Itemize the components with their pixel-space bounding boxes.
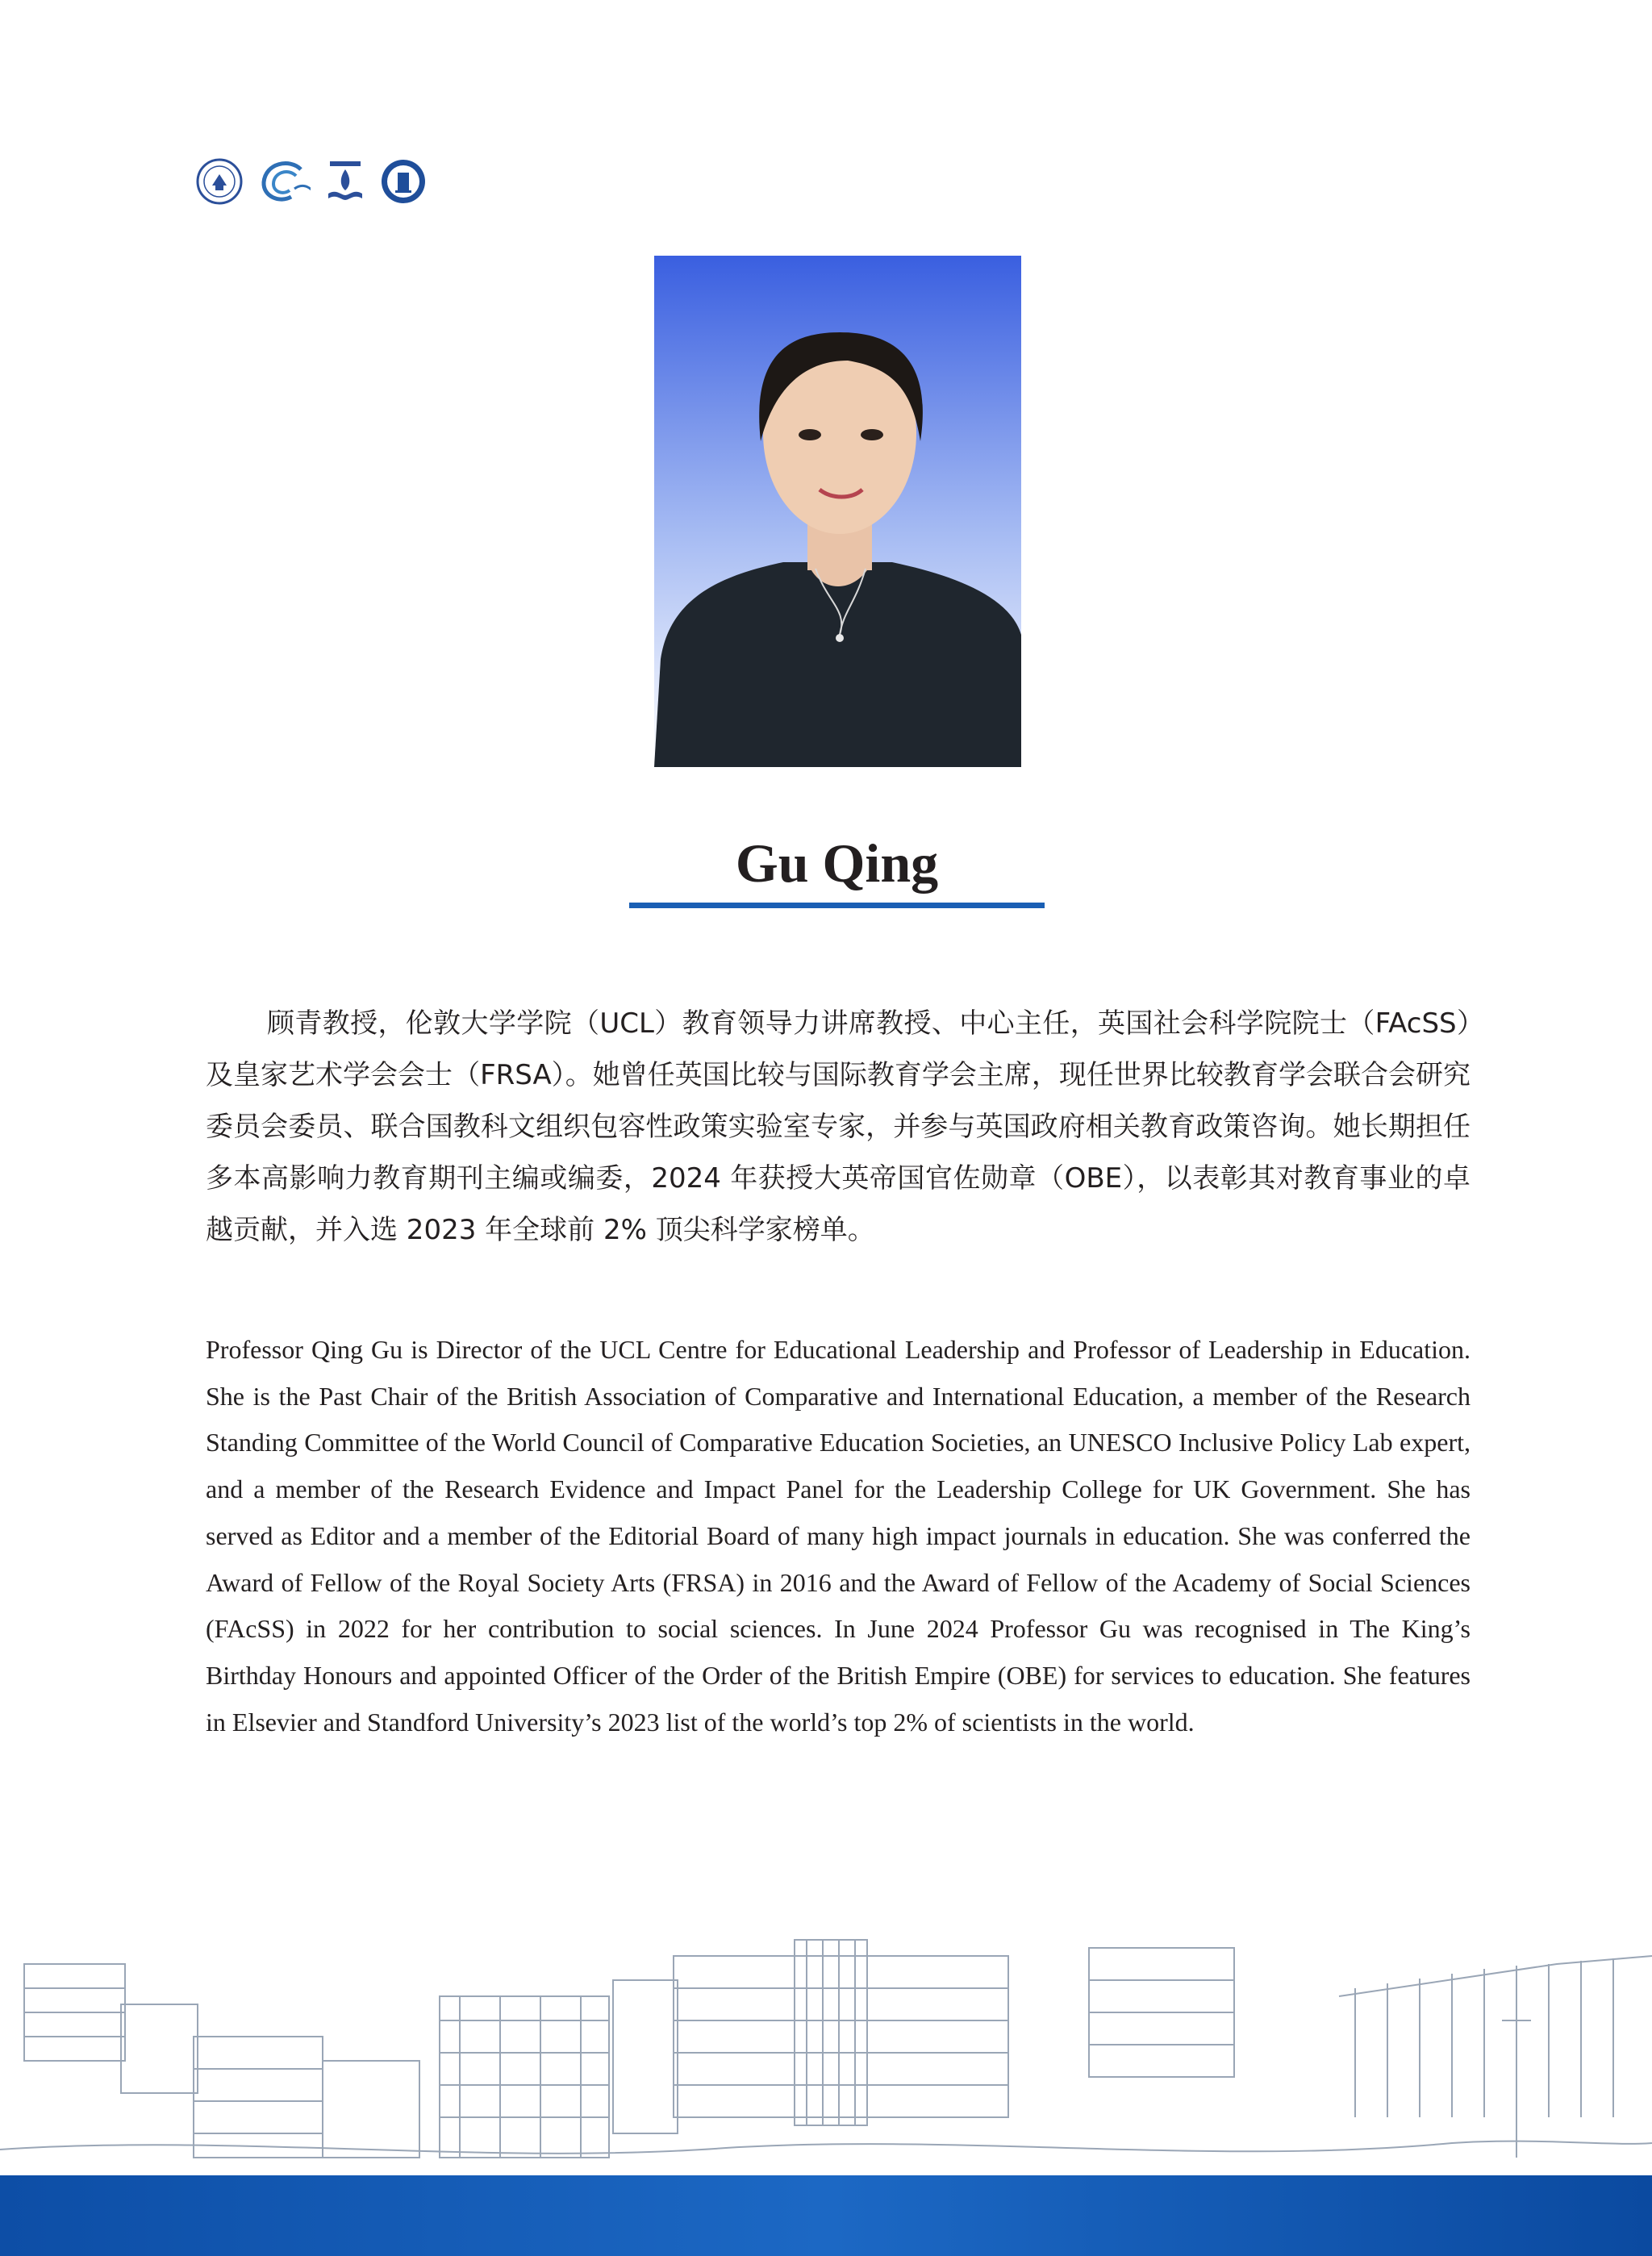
bio-english: Professor Qing Gu is Director of the UCL Centre for Educational Leadership and Professor of Leadership in Education. She is the Past Chair of the British Association of Comparative and International Education, a member of the Research Standing Committee of the World Council of Comparative Education Societies, an UNESCO Inclusive Policy Lab expert, and a member of the Research Evidence and Impact Panel for the Leadership College for UK Government. She has served as Editor and a member of the Editorial Board of many high impact journals in education. She was conferred the Award of Fellow of the Royal Society Arts (FRSA) in 2016 and the Award of Fellow of the Academy of Social Sciences (FAcSS) in 2022 for her contribution to social sciences. In June 2024 Professor Gu was recognised in The King’s Birthday Honours and appointed Officer of the Order of the British Empire (OBE) for services to education. She features in Elsevier and Standford University’s 2023 list of the world’s top 2% of scientists in the world. [206, 1335, 1471, 1737]
person-name: Gu Qing [735, 832, 939, 894]
university-seal-icon [196, 158, 243, 205]
wave-emblem-icon [254, 158, 311, 205]
partner-logos [196, 158, 427, 205]
campus-sketch-illustration [0, 1932, 1652, 2175]
portrait-photo [654, 256, 1021, 767]
bio-chinese: 顾青教授，伦敦大学学院（UCL）教育领导力讲席教授、中心主任，英国社会科学院院士（FAcSS）及皇家艺术学会会士（FRSA）。她曾任英国比较与国际教育学会主席，现任世界比较教育学会联合会研究委员会委员、联合国教科文组织包容性政策实验室专家，并参与英国政府相关教育政策咨询。她长期担任多本高影响力教育期刊主编或编委，2024 年获授大英帝国官佐勋章（OBE），以表彰其对教育事业的卓越贡献，并入选 2023 年全球前 2% 顶尖科学家榜单。 [206, 1007, 1471, 1246]
footer-band [0, 2175, 1652, 2256]
institute-seal-icon [380, 158, 427, 205]
name-underline [629, 903, 1045, 908]
school-shield-icon [322, 158, 369, 205]
